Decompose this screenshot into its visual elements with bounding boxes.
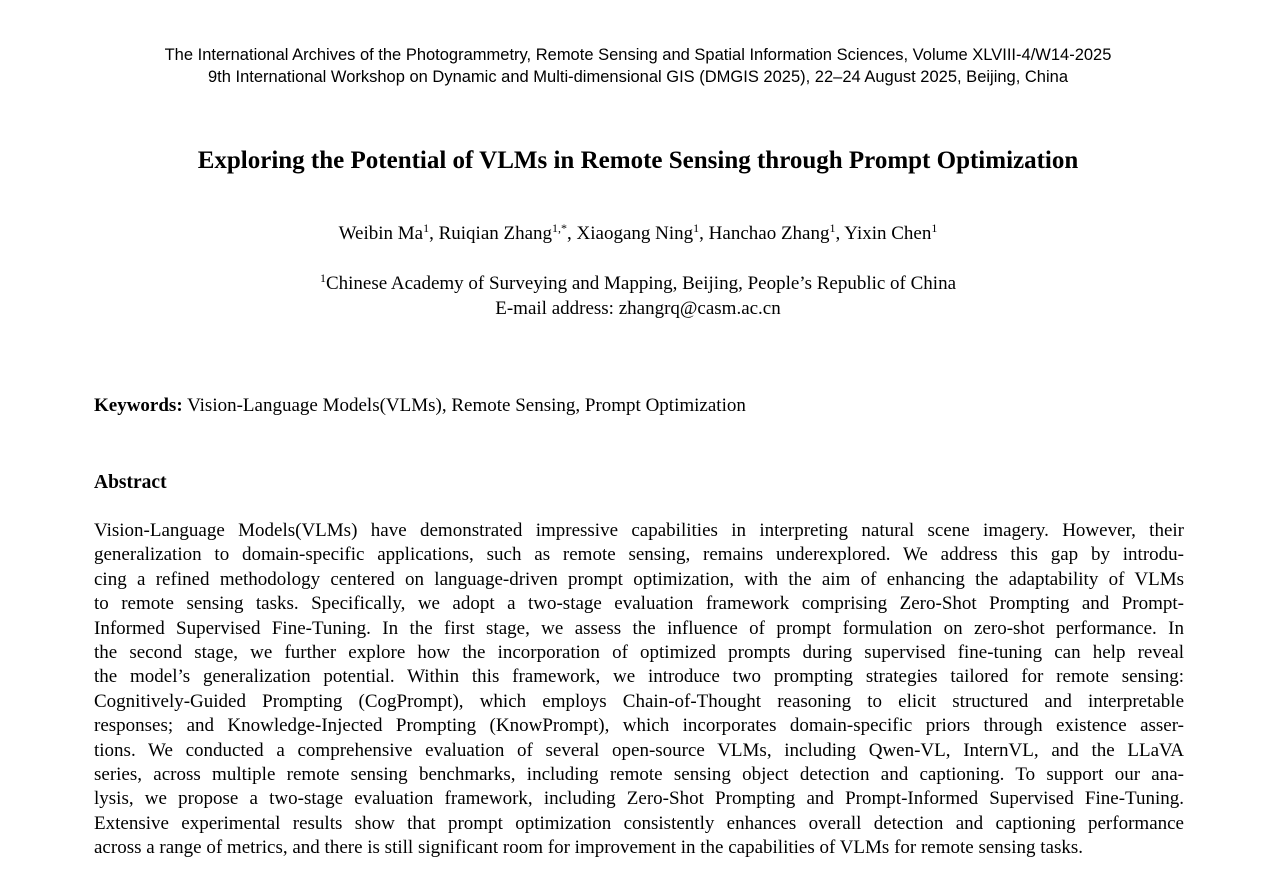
abstract-line: Informed Supervised Fine-Tuning. In the first stage, we assess the influence of prompt formulation on zero-shot performance. In: [94, 617, 1184, 639]
abstract-line: responses; and Knowledge-Injected Prompting (KnowPrompt), which incorporates domain-specific priors through existence asser-: [94, 715, 1184, 737]
author-affiliation-mark: 1: [931, 221, 938, 235]
author-name: Xiaogang Ning: [576, 223, 694, 244]
abstract-line: Vision-Language Models(VLMs) have demonstrated impressive capabilities in interpreting natural scene imagery. However, their: [94, 520, 1184, 541]
author-separator: ,: [429, 223, 439, 244]
author-affiliation-mark: 1: [829, 221, 836, 235]
abstract-line: across a range of metrics, and there is still significant room for improvement in the capabilities of VLMs for remote sensing tasks.: [94, 837, 1083, 859]
author-name: Hanchao Zhang: [708, 223, 830, 244]
abstract-line: Cognitively-Guided Prompting (CogPrompt), which employs Chain-of-Thought reasoning to elicit structured and interpretable: [94, 690, 1184, 712]
author-affiliation-mark: 1: [423, 221, 430, 235]
affiliation-line: [0, 271, 1276, 296]
abstract-line: the second stage, we further explore how the incorporation of optimized prompts during supervised fine-tuning can help reveal: [94, 641, 1184, 663]
affiliation-text: Chinese Academy of Surveying and Mapping, Beijing, People’s Republic of China: [325, 273, 957, 294]
keywords-line: [94, 393, 1184, 419]
author-separator: ,: [567, 223, 577, 244]
author-separator: ,: [699, 223, 709, 244]
abstract-heading: Abstract: [94, 472, 167, 493]
contact-email: E-mail address: zhangrq@casm.ac.cn: [495, 298, 781, 319]
author-name: Ruiqian Zhang: [438, 223, 553, 244]
abstract-line: to remote sensing tasks. Specifically, we adopt a two-stage evaluation framework comprising Zero-Shot Prompting and Prompt-: [94, 593, 1184, 615]
author-affiliation-mark: 1: [693, 221, 700, 235]
affiliation-block: [0, 271, 1276, 321]
abstract-line: generalization to domain-specific applications, such as remote sensing, remains underexplored. We address this gap by introdu-: [94, 544, 1184, 566]
journal-header-line1: The International Archives of the Photogrammetry, Remote Sensing and Spatial Information Sciences, Volume XLVIII-4/W14-2025: [164, 46, 1112, 64]
abstract-body: [94, 519, 1184, 860]
abstract-line: Extensive experimental results show that prompt optimization consistently enhances overall detection and captioning performance: [94, 812, 1184, 834]
affiliation-mark: 1: [319, 271, 326, 285]
keywords-text: Vision-Language Models(VLMs), Remote Sensing, Prompt Optimization: [187, 395, 746, 416]
abstract-line: cing a refined methodology centered on language-driven prompt optimization, with the aim of enhancing the adaptability of VLMs: [94, 568, 1184, 590]
abstract-line: the model’s generalization potential. Within this framework, we introduce two prompting strategies tailored for remote sensing:: [94, 666, 1184, 688]
author-name: Yixin Chen: [844, 223, 932, 244]
author-list: [0, 220, 1276, 248]
author-separator: ,: [835, 223, 845, 244]
abstract-line: tions. We conducted a comprehensive evaluation of several open-source VLMs, including Qwen-VL, InternVL, and the LLaVA: [94, 739, 1184, 761]
paper-title: Exploring the Potential of VLMs in Remote Sensing through Prompt Optimization: [197, 147, 1079, 174]
keywords-label: Keywords:: [94, 395, 183, 416]
author-name: Weibin Ma: [338, 223, 424, 244]
abstract-line: series, across multiple remote sensing benchmarks, including remote sensing object detection and captioning. To support our ana-: [94, 763, 1184, 785]
abstract-line: lysis, we propose a two-stage evaluation framework, including Zero-Shot Prompting and Prompt-Informed Supervised Fine-Tuning.: [94, 788, 1184, 810]
workshop-header-line2: 9th International Workshop on Dynamic and Multi-dimensional GIS (DMGIS 2025), 22–24 August 2025, Beijing, China: [208, 68, 1068, 86]
author-affiliation-mark: 1,*: [552, 221, 568, 235]
